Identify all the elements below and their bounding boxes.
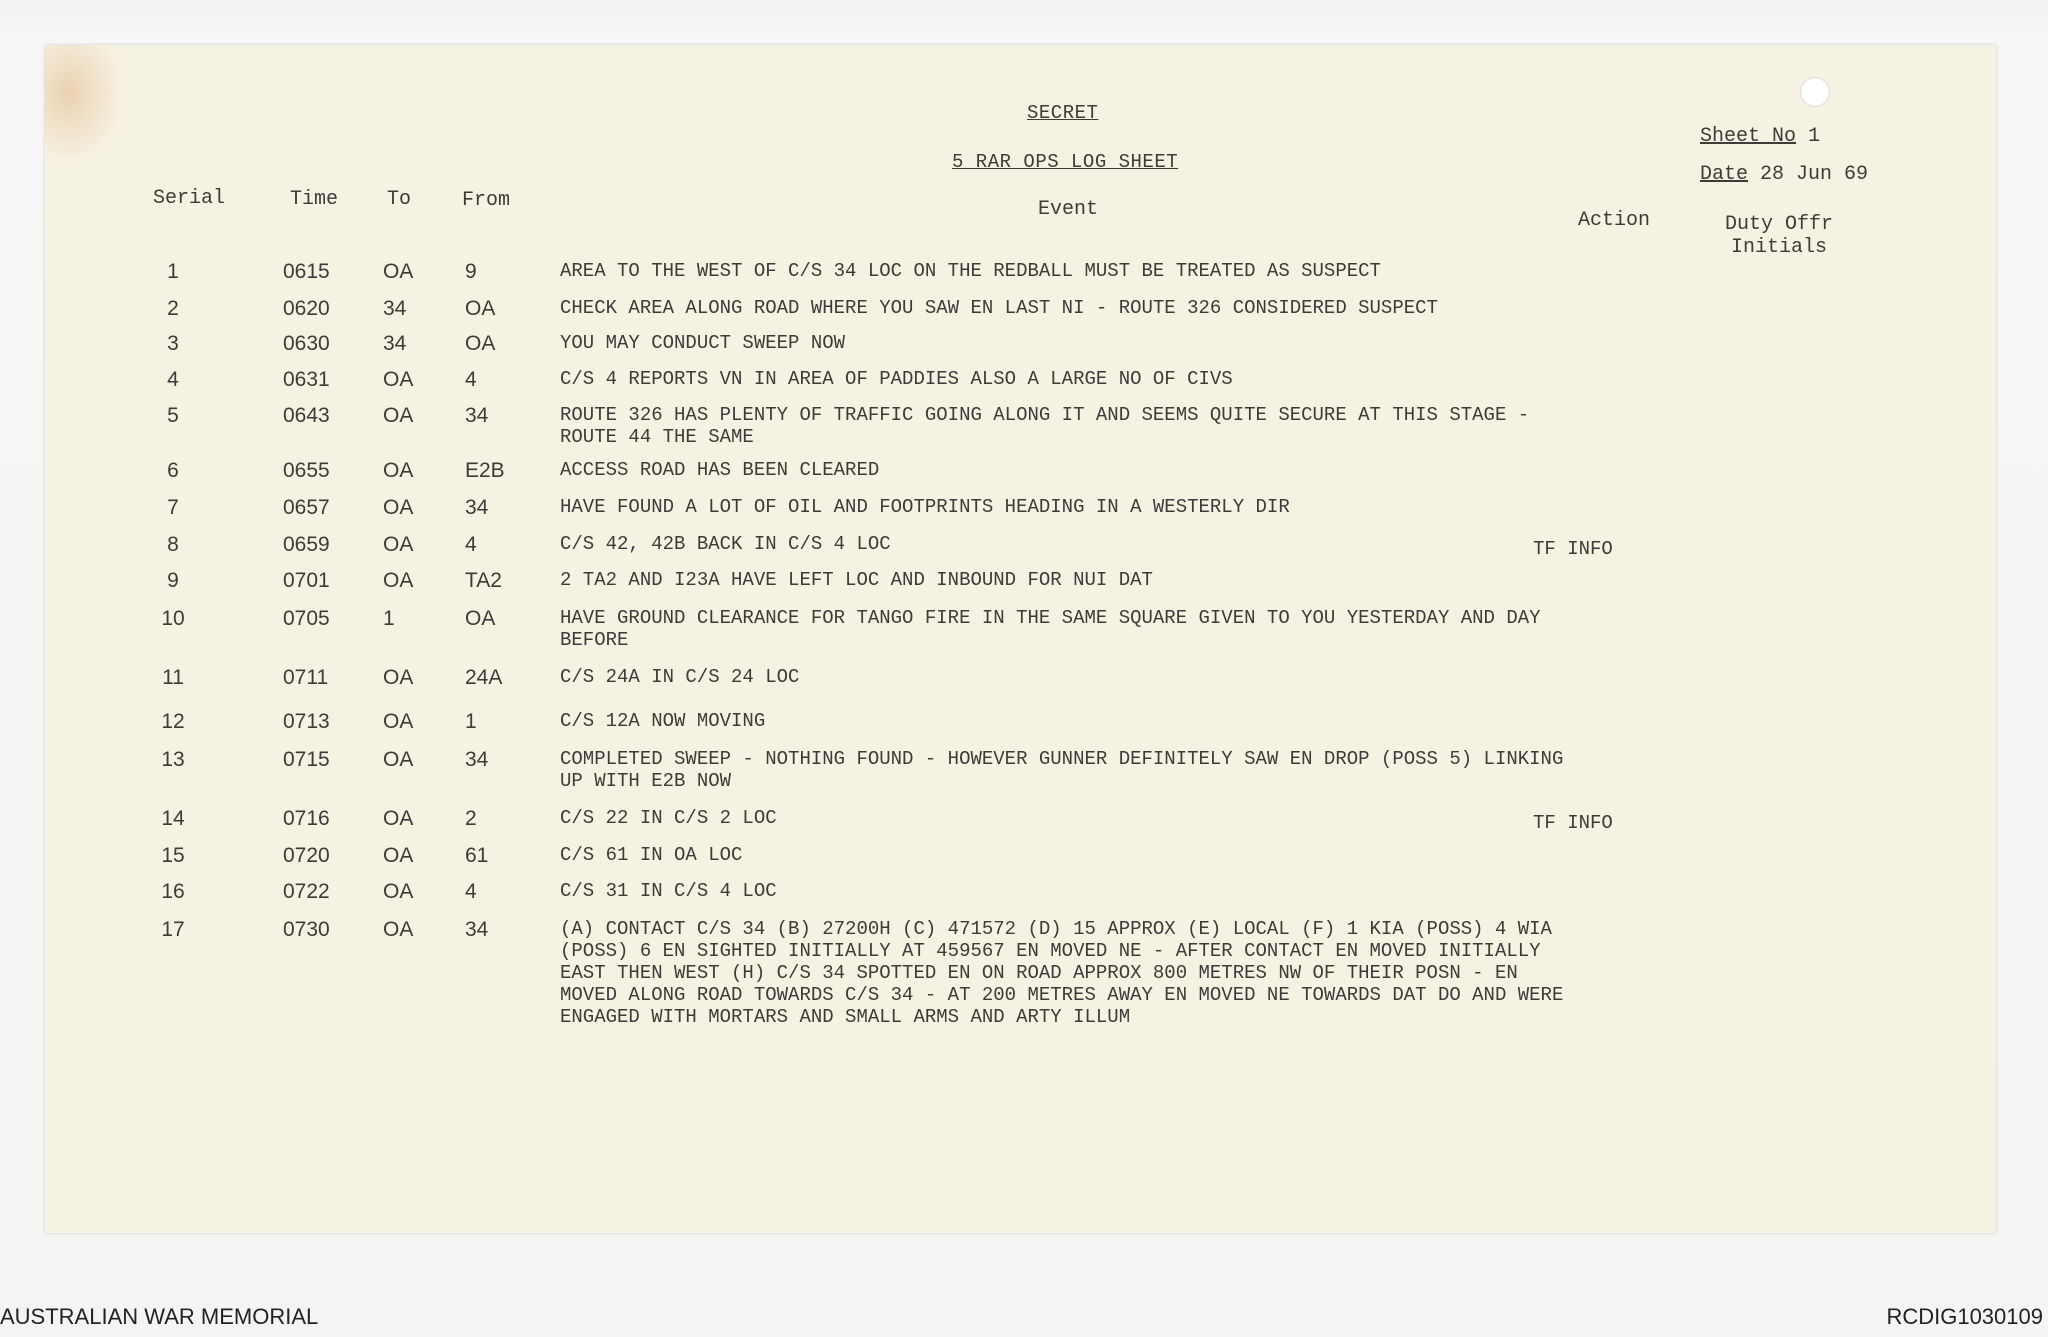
from-cell: 4	[465, 533, 477, 556]
event-cell: COMPLETED SWEEP - NOTHING FOUND - HOWEVER GUNNER DEFINITELY SAW EN DROP (POSS 5) LINKING UP WITH E2B NOW	[560, 748, 1564, 792]
from-cell: 4	[465, 880, 477, 903]
from-cell: 24A	[465, 666, 503, 689]
event-cell: AREA TO THE WEST OF C/S 34 LOC ON THE REDBALL MUST BE TREATED AS SUSPECT	[560, 260, 1381, 282]
col-from: From	[462, 189, 511, 212]
table-row	[45, 918, 1996, 1028]
to-cell: OA	[383, 368, 414, 391]
log-sheet-paper	[45, 45, 1996, 1233]
from-cell: 34	[465, 748, 489, 771]
sheet-label: Sheet No	[1700, 125, 1797, 148]
serial-cell: 16	[161, 880, 185, 903]
event-cell: HAVE GROUND CLEARANCE FOR TANGO FIRE IN THE SAME SQUARE GIVEN TO YOU YESTERDAY AND DAY BEFORE	[560, 607, 1541, 651]
to-cell: OA	[383, 496, 414, 519]
to-cell: 34	[383, 297, 407, 320]
to-cell: OA	[383, 404, 414, 427]
event-cell: C/S 12A NOW MOVING	[560, 710, 766, 732]
serial-cell: 1	[167, 260, 179, 283]
col-time: Time	[290, 188, 339, 211]
serial-cell: 17	[161, 918, 185, 941]
from-cell: 61	[465, 844, 489, 867]
serial-cell: 13	[161, 748, 185, 771]
from-cell: 9	[465, 260, 477, 283]
serial-cell: 7	[167, 496, 179, 519]
event-cell: YOU MAY CONDUCT SWEEP NOW	[560, 332, 846, 354]
event-cell: 2 TA2 AND I23A HAVE LEFT LOC AND INBOUND FOR NUI DAT	[560, 569, 1153, 591]
event-cell: C/S 24A IN C/S 24 LOC	[560, 666, 800, 688]
event-cell: ROUTE 326 HAS PLENTY OF TRAFFIC GOING ALONG IT AND SEEMS QUITE SECURE AT THIS STAGE - ROUTE 44 THE SAME	[560, 404, 1530, 448]
footer-source: AUSTRALIAN WAR MEMORIAL	[0, 1304, 319, 1329]
time-cell: 0705	[283, 607, 330, 630]
from-cell: 1	[465, 710, 477, 733]
from-cell: OA	[465, 297, 496, 320]
document-title: 5 RAR OPS LOG SHEET	[952, 151, 1179, 173]
to-cell: OA	[383, 533, 414, 556]
time-cell: 0620	[283, 297, 330, 320]
paper-stain	[45, 45, 125, 165]
date-label: Date	[1700, 163, 1749, 186]
serial-cell: 8	[167, 533, 179, 556]
event-cell: (A) CONTACT C/S 34 (B) 27200H (C) 471572 (D) 15 APPROX (E) LOCAL (F) 1 KIA (POSS) 4 WIA (POSS) 6 EN SIGHTED INITIALLY AT 459567 EN MOVED NE - AFTER CONTACT EN MOVED INITIALLY EAST THEN WEST (H) C/S 34 SPOTTED EN ON ROAD APPROX 800 METRES NW OF THEIR POSN - EN MOVED ALONG ROAD TOWARDS C/S 34 - AT 200 METRES AWAY EN MOVED NE TOWARDS DAT DO AND WERE ENGAGED WITH MORTARS AND SMALL ARMS AND ARTY ILLUM	[560, 918, 1564, 1028]
footer-id: RCDIG1030109	[1886, 1304, 2043, 1329]
to-cell: OA	[383, 748, 414, 771]
event-cell: C/S 61 IN OA LOC	[560, 844, 743, 866]
to-cell: OA	[383, 918, 414, 941]
to-cell: OA	[383, 459, 414, 482]
col-duty-officer: Duty Offr Initials	[1725, 213, 1834, 259]
time-cell: 0720	[283, 844, 330, 867]
to-cell: OA	[383, 569, 414, 592]
from-cell: 34	[465, 404, 489, 427]
serial-cell: 10	[161, 607, 185, 630]
to-cell: 34	[383, 332, 407, 355]
to-cell: OA	[383, 880, 414, 903]
event-cell: C/S 4 REPORTS VN IN AREA OF PADDIES ALSO A LARGE NO OF CIVS	[560, 368, 1233, 390]
from-cell: OA	[465, 607, 496, 630]
serial-cell: 6	[167, 459, 179, 482]
col-action: Action	[1578, 209, 1651, 232]
from-cell: 4	[465, 368, 477, 391]
to-cell: 1	[383, 607, 395, 630]
event-cell: CHECK AREA ALONG ROAD WHERE YOU SAW EN LAST NI - ROUTE 326 CONSIDERED SUSPECT	[560, 297, 1438, 319]
serial-cell: 4	[167, 368, 179, 391]
time-cell: 0722	[283, 880, 330, 903]
serial-cell: 2	[167, 297, 179, 320]
from-cell: E2B	[465, 459, 505, 482]
date-value: 28 Jun 69	[1760, 163, 1869, 186]
col-to: To	[387, 188, 412, 211]
from-cell: 2	[465, 807, 477, 830]
time-cell: 0630	[283, 332, 330, 355]
action-cell: TF INFO	[1533, 538, 1613, 560]
serial-cell: 3	[167, 332, 179, 355]
serial-cell: 14	[161, 807, 185, 830]
time-cell: 0631	[283, 368, 330, 391]
event-cell: HAVE FOUND A LOT OF OIL AND FOOTPRINTS HEADING IN A WESTERLY DIR	[560, 496, 1290, 518]
time-cell: 0701	[283, 569, 330, 592]
to-cell: OA	[383, 260, 414, 283]
time-cell: 0716	[283, 807, 330, 830]
event-cell: ACCESS ROAD HAS BEEN CLEARED	[560, 459, 880, 481]
time-cell: 0715	[283, 748, 330, 771]
action-cell: TF INFO	[1533, 812, 1613, 834]
time-cell: 0655	[283, 459, 330, 482]
punch-hole	[1800, 77, 1830, 107]
time-cell: 0659	[283, 533, 330, 556]
serial-cell: 12	[161, 710, 185, 733]
serial-cell: 5	[167, 404, 179, 427]
to-cell: OA	[383, 666, 414, 689]
time-cell: 0711	[283, 666, 329, 689]
sheet-date	[1700, 163, 1868, 186]
time-cell: 0657	[283, 496, 330, 519]
to-cell: OA	[383, 844, 414, 867]
from-cell: TA2	[465, 569, 502, 592]
serial-cell: 15	[161, 844, 185, 867]
sheet-value: 1	[1808, 125, 1821, 148]
to-cell: OA	[383, 807, 414, 830]
table-row	[45, 404, 1996, 464]
from-cell: 34	[465, 496, 489, 519]
serial-cell: 11	[162, 666, 184, 689]
from-cell: 34	[465, 918, 489, 941]
time-cell: 0730	[283, 918, 330, 941]
time-cell: 0643	[283, 404, 330, 427]
event-cell: C/S 42, 42B BACK IN C/S 4 LOC	[560, 533, 891, 555]
event-cell: C/S 31 IN C/S 4 LOC	[560, 880, 777, 902]
time-cell: 0615	[283, 260, 330, 283]
from-cell: OA	[465, 332, 496, 355]
to-cell: OA	[383, 710, 414, 733]
sheet-number	[1700, 125, 1820, 148]
col-event: Event	[1038, 198, 1099, 221]
table-row	[45, 607, 1996, 667]
table-row	[45, 748, 1996, 808]
classification-heading: SECRET	[1027, 102, 1099, 124]
time-cell: 0713	[283, 710, 330, 733]
event-cell: C/S 22 IN C/S 2 LOC	[560, 807, 777, 829]
col-serial: Serial	[153, 187, 226, 210]
serial-cell: 9	[167, 569, 179, 592]
